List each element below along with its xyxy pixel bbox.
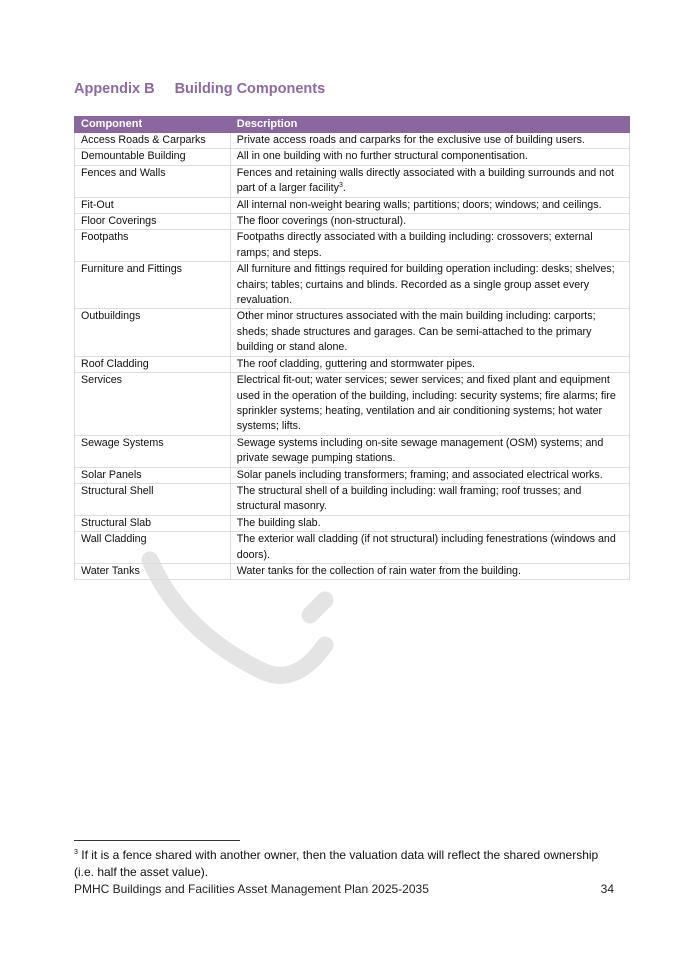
description-cell <box>230 133 629 149</box>
description-text: All internal non-weight bearing walls; partitions; doors; windows; and ceilings. <box>236 198 602 211</box>
description-text: Private access roads and carparks for the exclusive use of building users. <box>236 134 585 146</box>
description-cell <box>230 230 629 262</box>
footer-title: PMHC Buildings and Facilities Asset Management Plan 2025-2035 <box>74 882 429 896</box>
description-cell <box>230 214 629 230</box>
table-row <box>75 197 630 213</box>
description-cell <box>230 483 629 515</box>
description-cell <box>230 309 629 356</box>
description-text: All in one building with no further structural componentisation. <box>236 150 528 163</box>
table-body <box>75 133 630 580</box>
table-row <box>75 230 630 262</box>
footnote-reference: 3 <box>338 182 343 190</box>
table-row <box>75 532 630 564</box>
table-header-row <box>75 117 630 133</box>
component-cell: Furniture and Fittings <box>75 262 231 309</box>
footnote-separator <box>74 840 240 841</box>
description-cell <box>230 435 629 467</box>
table-row <box>75 165 630 197</box>
description-text: Electrical fit-out; water services; sewer services; and fixed plant and equipment used in the operation of the building, including: security systems; fire alarms; fire sprinkler systems; heating, ventilation and air conditioning systems; hot water systems; lifts. <box>236 374 616 433</box>
table-row <box>75 133 630 149</box>
description-text: All furniture and fittings required for building operation including: desks; shelves; chairs; tables; curtains and blinds. Recorded as a single group asset every revaluation. <box>236 263 615 307</box>
description-text: Water tanks for the collection of rain water from the building. <box>236 564 521 577</box>
footnote-mark: 3 <box>74 849 78 856</box>
description-suffix: . <box>342 182 346 195</box>
description-cell <box>230 356 629 372</box>
description-text: The exterior wall cladding (if not structural) including fenestrations (windows and doors). <box>236 533 616 561</box>
table-row <box>75 373 630 436</box>
component-cell: Roof Cladding <box>75 356 231 372</box>
appendix-label: Appendix B <box>74 81 155 97</box>
page-number: 34 <box>600 882 614 896</box>
description-cell <box>230 373 629 436</box>
description-text: The building slab. <box>236 516 321 529</box>
table-row <box>75 356 630 372</box>
component-cell: Wall Cladding <box>75 532 231 564</box>
description-cell <box>230 197 629 213</box>
table-row <box>75 467 630 483</box>
description-cell <box>230 165 629 197</box>
component-cell: Structural Slab <box>75 515 231 531</box>
description-text: Fences and retaining walls directly associated with a building surrounds and not part of a larger facility <box>236 166 615 195</box>
description-text: The structural shell of a building including: wall framing; roof trusses; and structural masonry. <box>236 484 582 513</box>
description-text: Other minor structures associated with the main building including: carports; sheds; shade structures and garages. Can be semi-attached to the primary building or stand alone. <box>236 310 596 354</box>
description-text: Footpaths directly associated with a building including: crossovers; external ramps; and steps. <box>236 231 593 259</box>
component-cell: Structural Shell <box>75 483 231 515</box>
description-text: Sewage systems including on-site sewage management (OSM) systems; and private sewage pumping stations. <box>236 436 604 465</box>
appendix-title: Building Components <box>174 81 326 97</box>
table-row <box>75 483 630 515</box>
description-cell <box>230 532 629 564</box>
page-footer <box>74 882 614 896</box>
description-cell <box>230 262 629 309</box>
component-cell: Fit-Out <box>75 197 231 213</box>
description-text: The roof cladding, guttering and stormwater pipes. <box>236 357 476 370</box>
description-cell <box>230 467 629 483</box>
component-cell: Services <box>75 373 231 436</box>
table-row <box>75 515 630 531</box>
description-text: The floor coverings (non-structural). <box>236 215 407 228</box>
component-cell: Floor Coverings <box>75 214 231 230</box>
column-header-component: Component <box>75 117 231 133</box>
footnote-text: If it is a fence shared with another owner, then the valuation data will reflect the shared ownership (i.e. half the asset value). <box>74 848 599 879</box>
building-components-table <box>74 116 630 580</box>
component-cell: Fences and Walls <box>75 165 231 197</box>
table-row <box>75 214 630 230</box>
component-cell: Water Tanks <box>75 563 231 579</box>
table-row <box>75 435 630 467</box>
component-cell: Access Roads & Carparks <box>75 133 231 149</box>
description-text: Solar panels including transformers; framing; and associated electrical works. <box>236 468 603 481</box>
description-cell <box>230 515 629 531</box>
component-cell: Footpaths <box>75 230 231 262</box>
component-cell: Outbuildings <box>75 309 231 356</box>
component-cell: Solar Panels <box>75 467 231 483</box>
description-cell <box>230 563 629 579</box>
component-cell: Demountable Building <box>75 149 231 165</box>
component-cell: Sewage Systems <box>75 435 231 467</box>
description-cell <box>230 149 629 165</box>
table-row <box>75 309 630 356</box>
table-row <box>75 149 630 165</box>
table-row <box>75 563 630 579</box>
table-row <box>75 262 630 309</box>
footnote <box>74 847 614 881</box>
appendix-heading <box>74 81 325 97</box>
column-header-description: Description <box>230 117 629 133</box>
